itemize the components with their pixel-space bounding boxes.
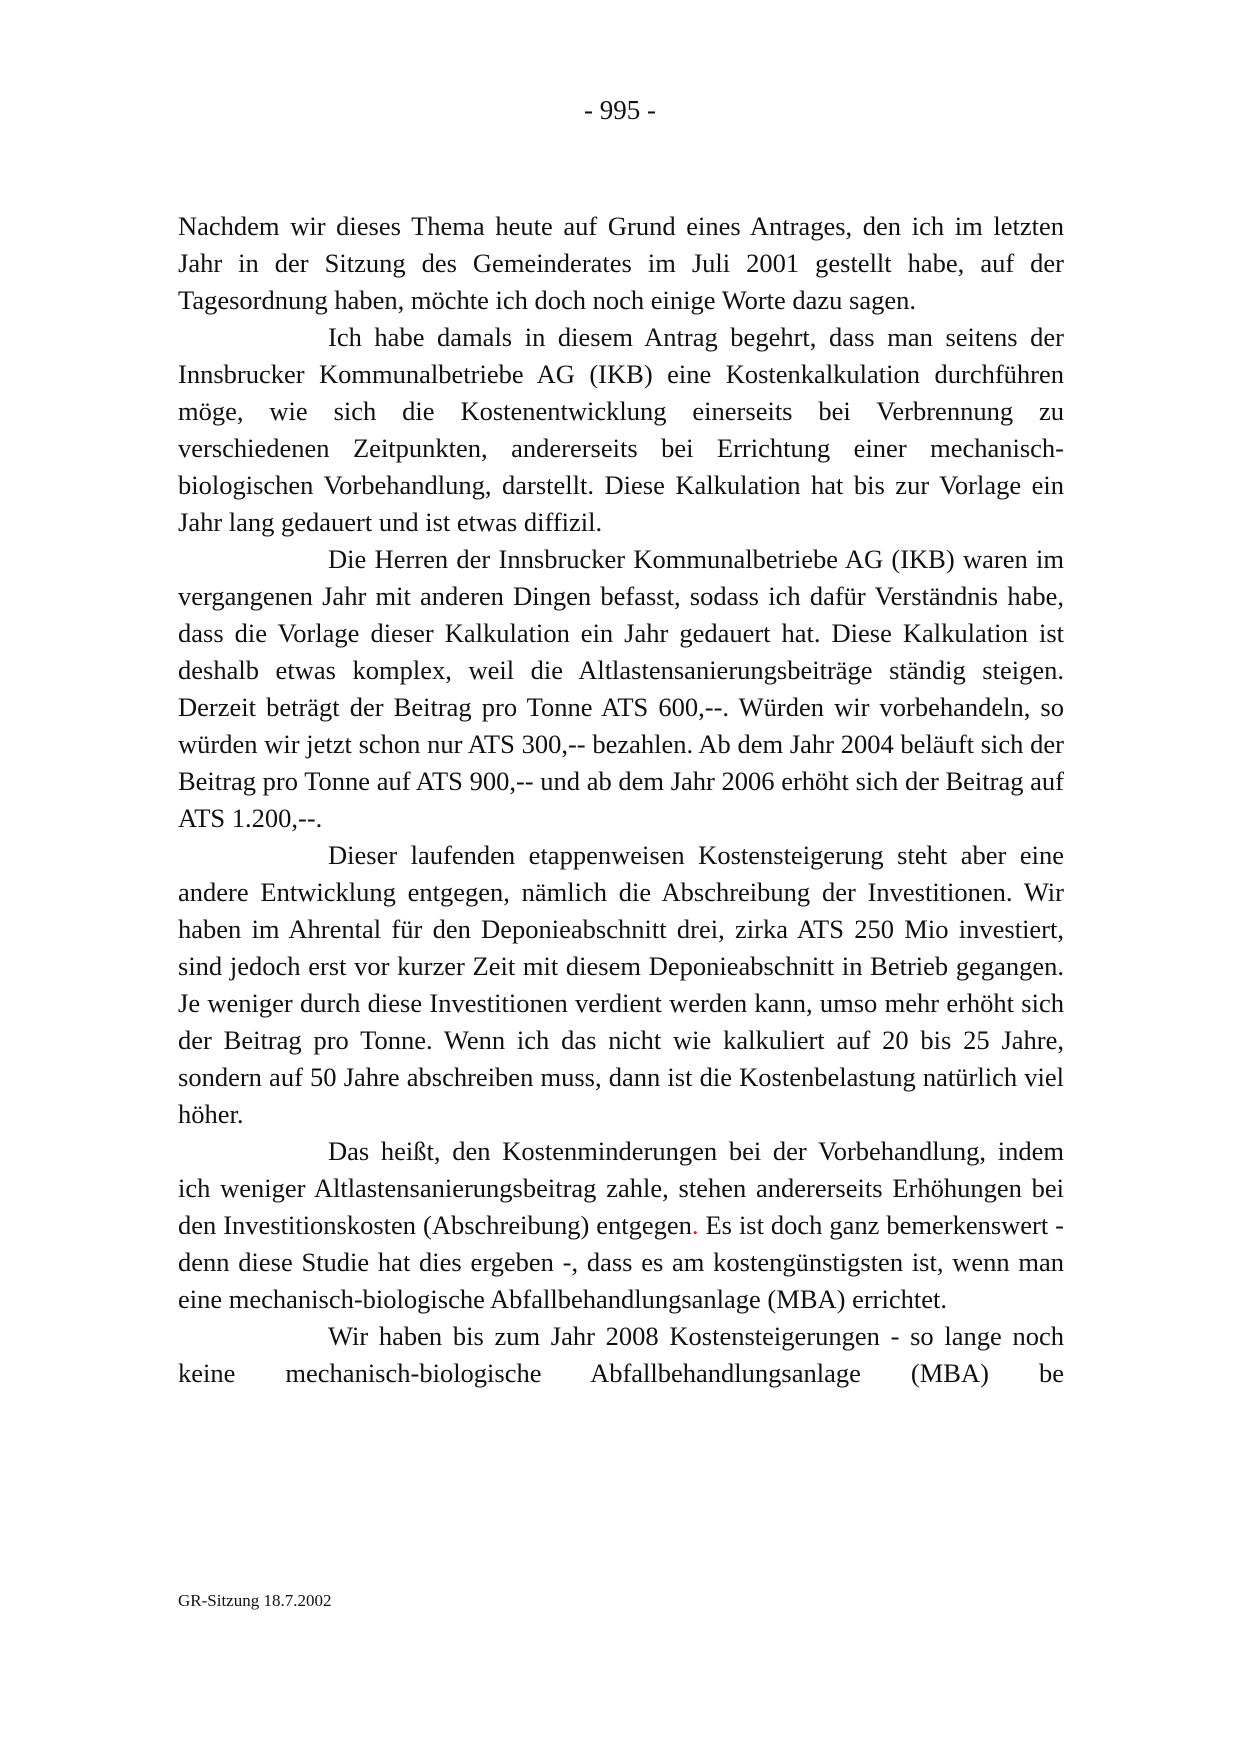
document-body — [178, 208, 1064, 1392]
paragraph-2: Ich habe damals in diesem Antrag begehrt, dass man seitens der Innsbrucker Kommunalbetriebe AG (IKB) eine Kostenkalkulation durchführen möge, wie sich die Kostenentwicklung einerseits bei Verbrennung zu verschiedenen Zeitpunkten, andererseits bei Errichtung einer mechanisch-biologischen Vorbehandlung, darstellt. Diese Kalkulation hat bis zur Vorlage ein Jahr lang gedauert und ist etwas diffizil. — [178, 322, 1064, 537]
paragraph-5-part-1: Das heißt, den Kostenminderungen bei der Vorbehandlung, indem ich weniger Altlastensanierungsbeitrag zahle, stehen andererseits Erhöhungen bei den Investitionskosten (Abschreibung) entgegen — [178, 1136, 1064, 1240]
highlighted-period: . — [691, 1210, 699, 1240]
paragraph-1: Nachdem wir dieses Thema heute auf Grund eines Antrages, den ich im letzten Jahr in der Sitzung des Gemeinderates im Juli 2001 gestellt habe, auf der Tagesordnung haben, möchte ich doch noch einige Worte dazu sagen. — [178, 211, 1064, 315]
paragraph-4: Dieser laufenden etappenweisen Kostensteigerung steht aber eine andere Entwicklung entgegen, nämlich die Abschreibung der Investitionen. Wir haben im Ahrental für den Deponieabschnitt drei, zirka ATS 250 Mio investiert, sind jedoch erst vor kurzer Zeit mit diesem Deponieabschnitt in Betrieb gegangen. Je weniger durch diese Investitionen verdient werden kann, umso mehr erhöht sich der Beitrag pro Tonne. Wenn ich das nicht wie kalkuliert auf 20 bis 25 Jahre, sondern auf 50 Jahre abschreiben muss, dann ist die Kostenbelastung natürlich viel höher. — [178, 840, 1064, 1129]
page-number: - 995 - — [584, 95, 656, 125]
footer-session-label: GR-Sitzung 18.7.2002 — [178, 1591, 332, 1610]
paragraph-3: Die Herren der Innsbrucker Kommunalbetriebe AG (IKB) waren im vergangenen Jahr mit anderen Dingen befasst, sodass ich dafür Verständnis habe, dass die Vorlage dieser Kalkulation ein Jahr gedauert hat. Diese Kalkulation ist deshalb etwas komplex, weil die Altlastensanierungsbeiträge ständig steigen. Derzeit beträgt der Beitrag pro Tonne ATS 600,--. Würden wir vorbehandeln, so würden wir jetzt schon nur ATS 300,-- bezahlen. Ab dem Jahr 2004 beläuft sich der Beitrag pro Tonne auf ATS 900,-- und ab dem Jahr 2006 erhöht sich der Beitrag auf ATS 1.200,--. — [178, 544, 1064, 833]
paragraph-5 — [178, 1133, 1064, 1318]
paragraph-6: Wir haben bis zum Jahr 2008 Kostensteigerungen - so lange noch keine mechanisch-biologische Abfallbehandlungsanlage (MBA) be — [178, 1321, 1064, 1388]
paragraph-5-part-2: Es ist doch ganz bemerkenswert - denn diese Studie hat dies ergeben -, dass es am kostengünstigsten ist, wenn man eine mechanisch-biologische Abfallbehandlungsanlage (MBA) errichtet. — [178, 1210, 1064, 1314]
